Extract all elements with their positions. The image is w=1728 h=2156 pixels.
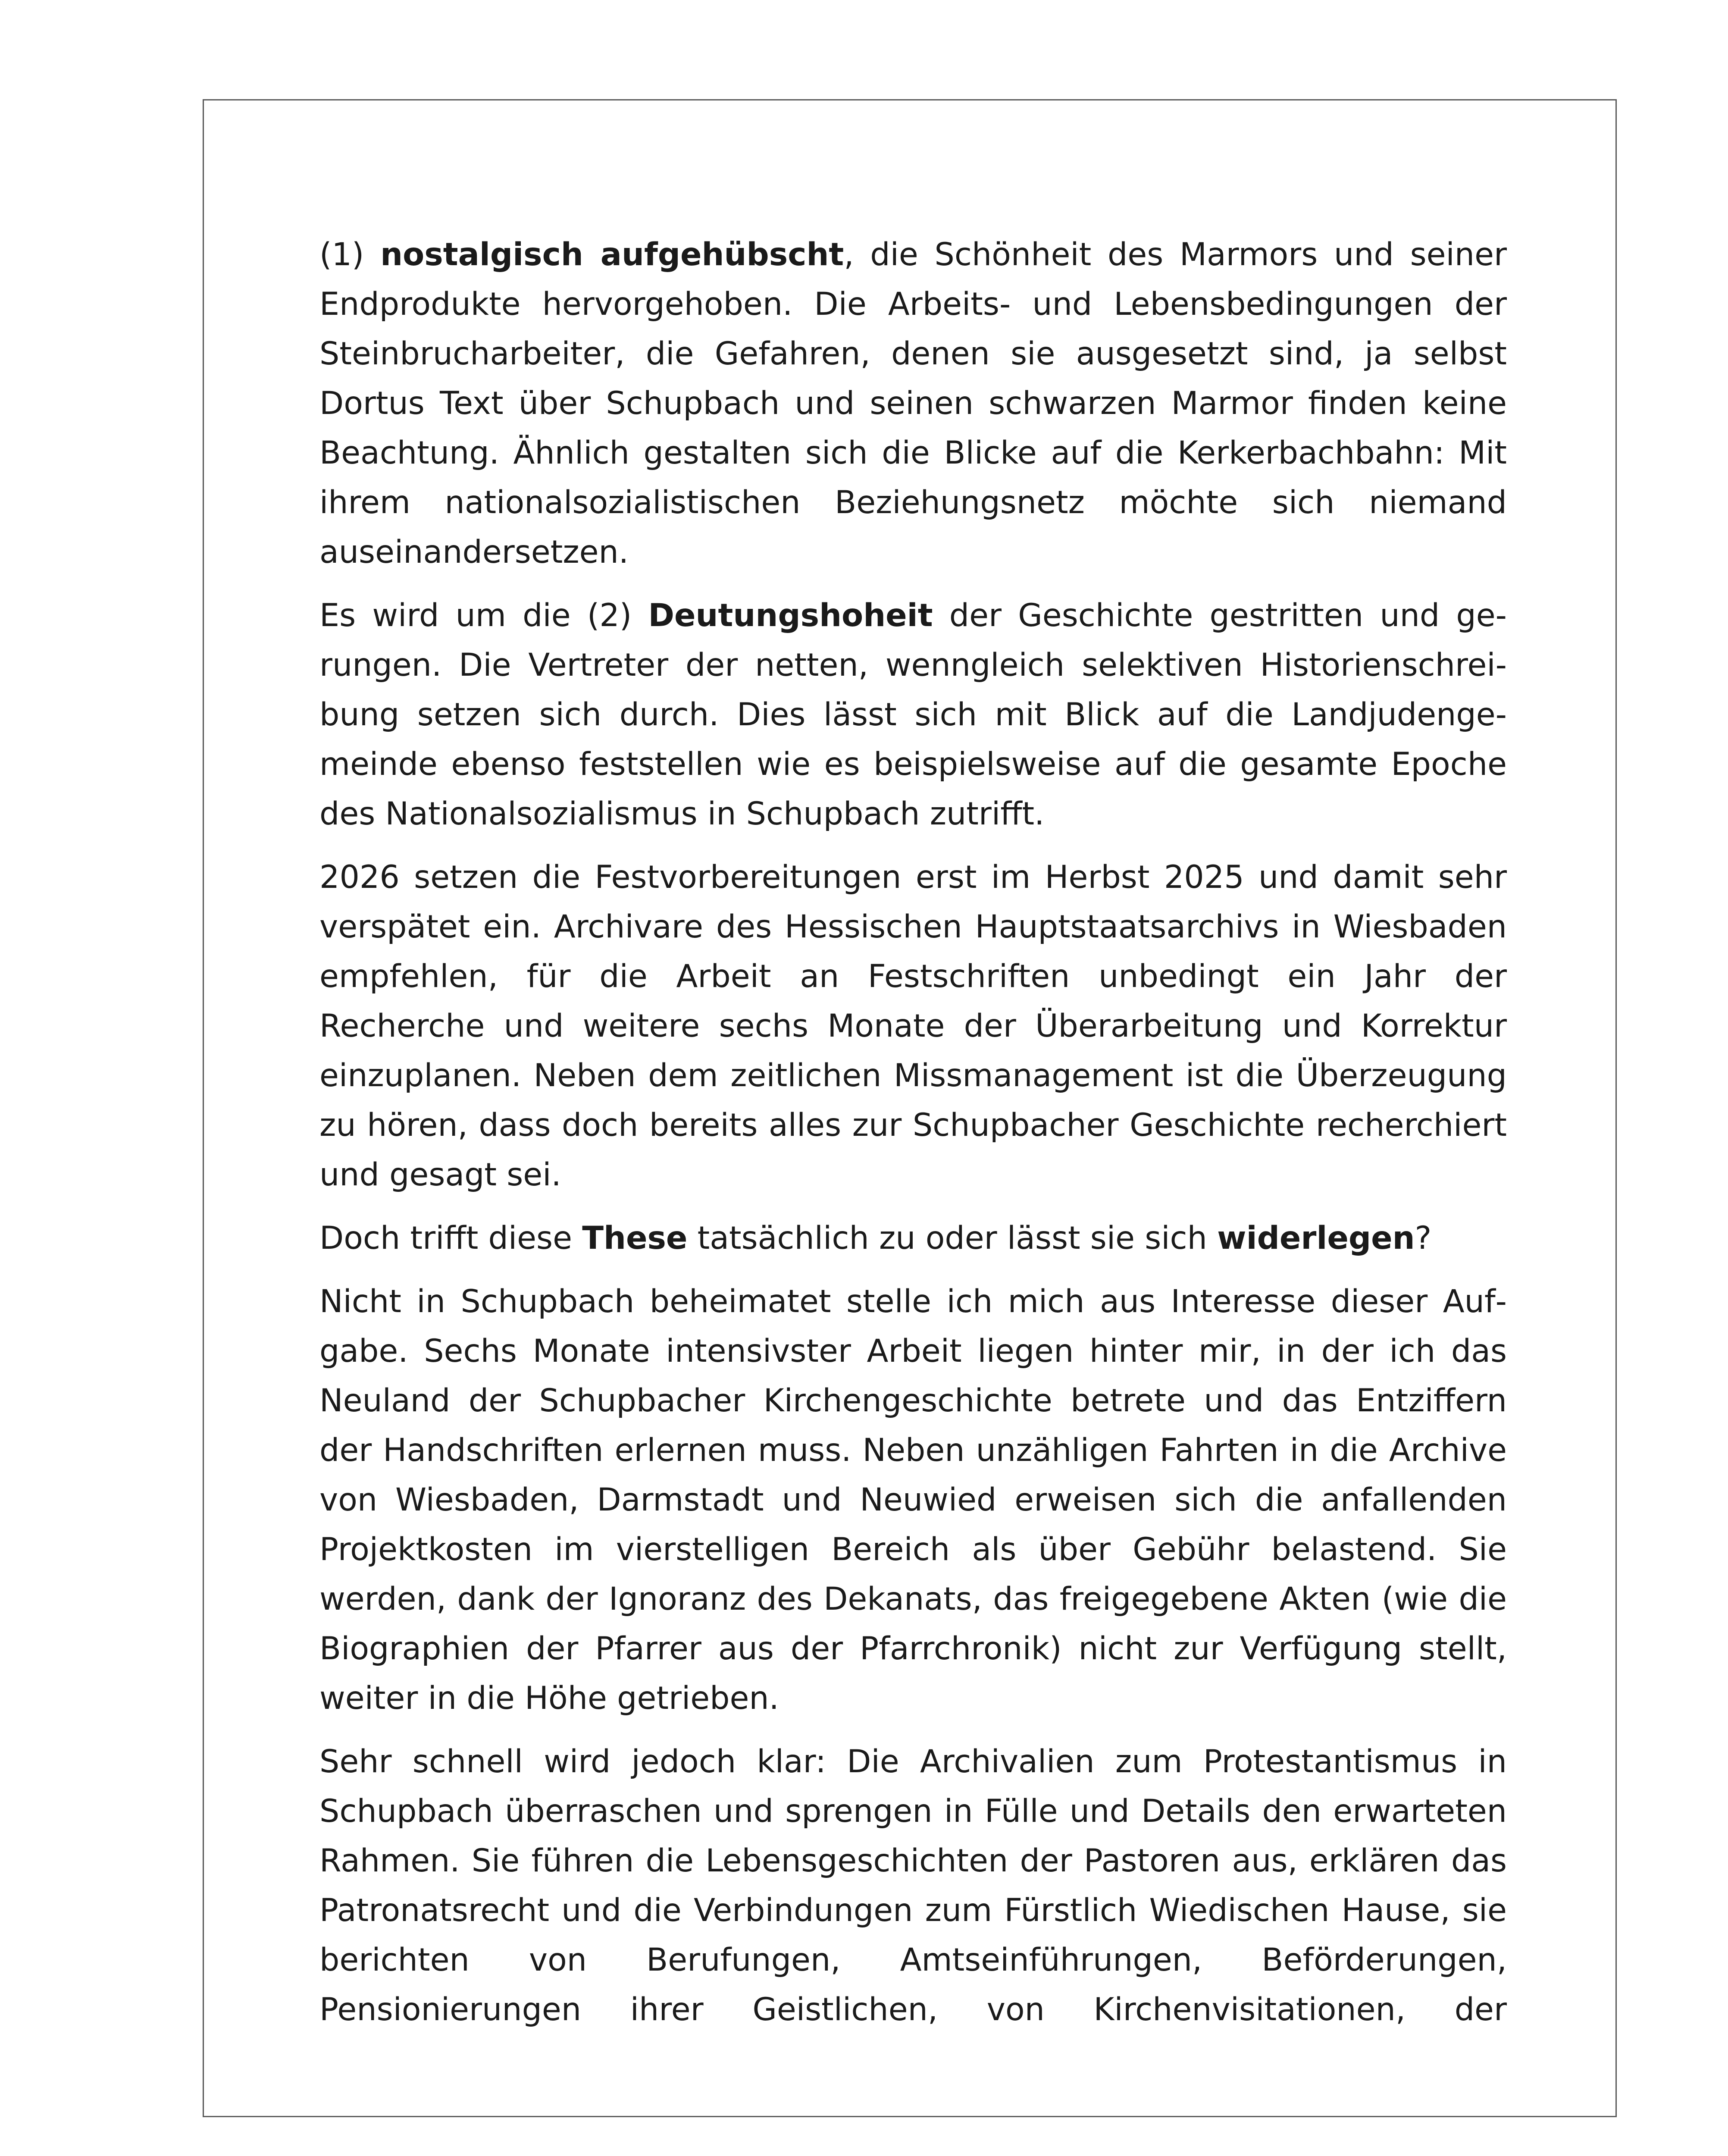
bold-term: widerlegen <box>1217 1220 1415 1257</box>
paragraph-4 <box>319 1213 1507 1263</box>
text-run: tatsächlich zu oder lässt sie sich <box>687 1220 1218 1257</box>
bold-term: Deutungshoheit <box>648 597 933 634</box>
text-run: 2026 setzen die Festvorbereitungen erst im Herbst 2025 und damit sehr verspätet ein. Archivare des Hessischen Hauptstaatsarchivs in Wiesbaden empfehlen, für die Arbeit an Festschriften unbedingt ein Jahr der Recherche und weitere sechs Monate der Überarbeitung und Korrektur einzuplanen. Neben dem zeitlichen Missmanagement ist die Überzeugung zu hören, dass doch bereits alles zur Schupbacher Geschichte recherchiert und gesagt sei. <box>319 859 1507 1193</box>
body-text <box>319 230 1507 2048</box>
bold-term: These <box>582 1220 688 1257</box>
text-run: der Geschichte gestritten und gerungen. Die Vertreter der netten, wenngleich selektiven Historienschreibung setzen sich durch. Dies lässt sich mit Blick auf die Landjudengemeinde ebenso feststellen wie es beispielsweise auf die gesamte Epoche des Nationalsozialismus in Schupbach zutrifft. <box>319 597 1507 832</box>
page-frame <box>203 99 1617 2117</box>
text-run: (1) <box>319 236 381 273</box>
paragraph-6 <box>319 1737 1507 2034</box>
bold-term: nostalgisch aufgehübscht <box>380 236 844 273</box>
text-run: ? <box>1415 1220 1432 1257</box>
text-run: Nicht in Schupbach beheimatet stelle ich mich aus Interesse dieser Aufgabe. Sechs Monate intensivster Arbeit liegen hinter mir, in der ich das Neuland der Schupbacher Kirchengeschichte betrete und das Entziffern der Handschriften erlernen muss. Neben unzähligen Fahrten in die Archive von Wiesbaden, Darmstadt und Neuwied erweisen sich die anfallenden Projektkosten im vierstelligen Bereich als über Gebühr belastend. Sie werden, dank der Ignoranz des Dekanats, das freigegebene Akten (wie die Biographien der Pfarrer aus der Pfarrchronik) nicht zur Verfügung stellt, weiter in die Höhe getrieben. <box>319 1283 1507 1717</box>
paragraph-1 <box>319 230 1507 577</box>
text-run: Es wird um die (2) <box>319 597 648 634</box>
text-run: Sehr schnell wird jedoch klar: Die Archivalien zum Protestantismus in Schupbach überraschen und sprengen in Fülle und Details den erwarteten Rahmen. Sie führen die Lebensgeschichten der Pastoren aus, erklären das Patronatsrecht und die Verbindungen zum Fürstlich Wiedischen Hause, sie berichten von Berufungen, Amtseinführungen, Beförderungen, Pensionierungen ihrer Geistlichen, von Kirchenvisitationen, der <box>319 1743 1507 2028</box>
paragraph-2 <box>319 591 1507 839</box>
text-run: , die Schönheit des Marmors und seiner Endprodukte hervorgehoben. Die Arbeits- und Lebensbedingungen der Steinbrucharbeiter, die Gefahren, denen sie ausgesetzt sind, ja selbst Dortus Text über Schupbach und seinen schwarzen Marmor finden keine Beachtung. Ähnlich gestalten sich die Blicke auf die Kerkerbachbahn: Mit ihrem nationalsozialistischen Beziehungsnetz möchte sich niemand auseinandersetzen. <box>319 236 1507 570</box>
paragraph-3 <box>319 852 1507 1200</box>
paragraph-5 <box>319 1277 1507 1723</box>
text-run: Doch trifft diese <box>319 1220 582 1257</box>
